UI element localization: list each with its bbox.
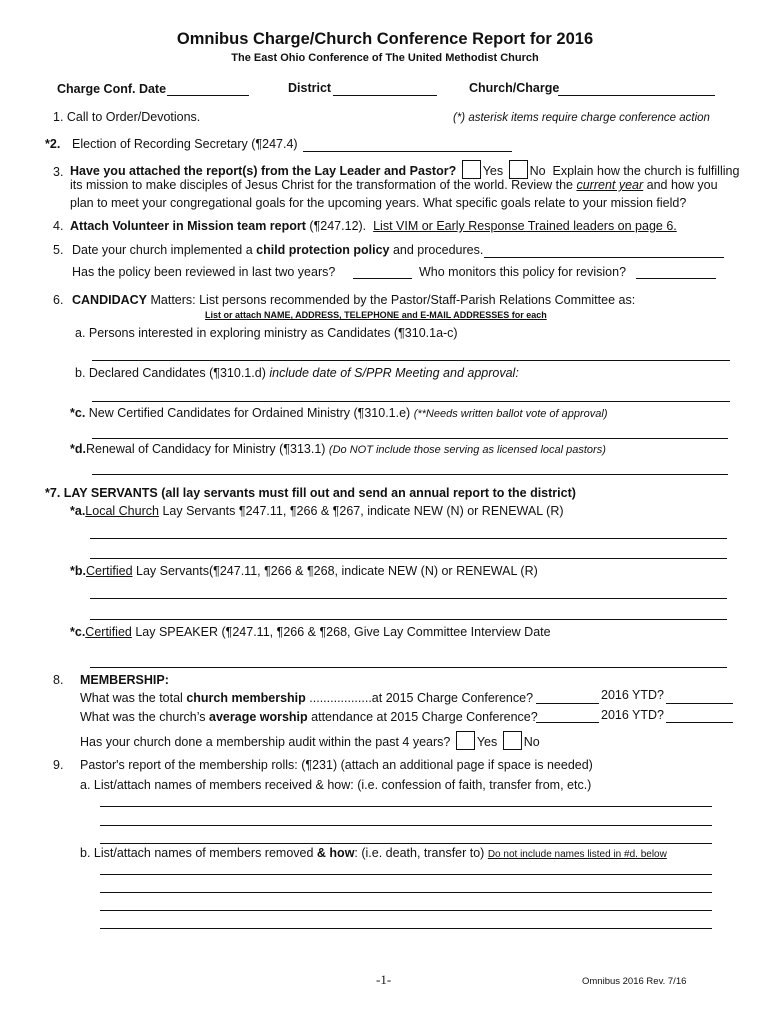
ytd-label-2: 2016 YTD? <box>601 708 665 722</box>
yes-checkbox[interactable] <box>462 160 481 179</box>
item-7b-underline: Certified <box>85 564 133 578</box>
item-7c-text: Lay SPEAKER (¶247.11, ¶266 & ¶268, Give Lay Committee Interview Date <box>135 625 551 639</box>
district-label: District <box>288 81 332 95</box>
policy-reviewed-label: Has the policy been reviewed in last two years? <box>72 265 336 279</box>
candidacy-text: Matters: List persons recommended by the Pastor/Staff-Parish Relations Committee as: <box>150 293 636 307</box>
district-field[interactable] <box>333 95 437 96</box>
item-7a-marker: *a. <box>70 504 86 518</box>
no-checkbox[interactable] <box>509 160 528 179</box>
item-3-line2-text: its mission to make disciples of Jesus Christ for the transformation of the world. Review the <box>70 178 573 192</box>
item-6c-italic: (**Needs written ballot vote of approval) <box>413 408 608 420</box>
item-9b-field-4[interactable] <box>100 928 712 929</box>
item-5-bold: child protection policy <box>256 243 390 257</box>
item-9b-field-1[interactable] <box>100 874 712 875</box>
item-5-line <box>72 243 483 257</box>
item-9b-b: : (i.e. death, transfer to) <box>354 846 485 860</box>
page-number: -1- <box>376 972 392 987</box>
item-3-line2 <box>70 178 718 192</box>
worship-ytd-field[interactable] <box>666 722 733 723</box>
item-3-line1 <box>70 160 739 179</box>
item-8b-bold: average worship <box>209 710 308 724</box>
item-7a-underline: Local Church <box>85 504 159 518</box>
item-5-number: 5. <box>53 243 64 257</box>
yes-label: Yes <box>482 164 504 178</box>
item-7b-line <box>70 564 538 578</box>
charge-conf-date-field[interactable] <box>167 95 249 96</box>
item-2-text: Election of Recording Secretary (¶247.4) <box>72 137 298 151</box>
item-6b-italic: include date of S/PPR Meeting and approval: <box>269 366 519 380</box>
asterisk-note: (*) asterisk items require charge conference action <box>453 112 710 124</box>
item-6c-text: New Certified Candidates for Ordained Ministry (¶310.1.e) <box>88 406 411 420</box>
lay-servants-heading: *7. LAY SERVANTS (all lay servants must fill out and send an annual report to the district) <box>45 486 576 500</box>
vim-leaders-link: List VIM or Early Response Trained leaders on page 6. <box>373 219 677 233</box>
item-7c-line <box>70 625 551 639</box>
item-8c-line <box>80 731 540 750</box>
item-6-number: 6. <box>53 293 64 307</box>
item-6b-text: b. Declared Candidates (¶310.1.d) <box>75 366 266 380</box>
item-7a-line <box>70 504 564 518</box>
ytd-label-1: 2016 YTD? <box>601 688 665 702</box>
item-6c-line <box>70 406 608 420</box>
item-8a-b: ..................at 2015 Charge Conference? <box>309 691 534 705</box>
item-9-number: 9. <box>53 758 64 772</box>
church-charge-field[interactable] <box>558 95 715 96</box>
item-5-b: and procedures. <box>392 243 484 257</box>
item-1: 1. Call to Order/Devotions. <box>53 110 201 124</box>
item-6-line <box>72 293 635 307</box>
item-7b-text: Lay Servants(¶247.11, ¶266 & ¶268, indicate NEW (N) or RENEWAL (R) <box>136 564 538 578</box>
item-4-bold: Attach Volunteer in Mission team report <box>70 219 306 233</box>
item-6b-field[interactable] <box>92 401 730 402</box>
recording-secretary-field[interactable] <box>303 151 512 152</box>
candidacy-heading: CANDIDACY <box>72 293 147 307</box>
item-7b-marker: *b. <box>70 564 86 578</box>
worship-2015-field[interactable] <box>536 722 599 723</box>
item-8b-line <box>80 710 538 724</box>
item-7b-field-2[interactable] <box>90 619 727 620</box>
item-3-number: 3. <box>53 165 64 179</box>
revision-note: Omnibus 2016 Rev. 7/16 <box>582 976 687 987</box>
membership-2015-field[interactable] <box>536 703 599 704</box>
item-6d-marker: *d. <box>70 442 86 456</box>
audit-no-checkbox[interactable] <box>503 731 522 750</box>
item-6d-italic: (Do NOT include those serving as licensed local pastors) <box>328 444 606 456</box>
item-9b-line <box>80 846 667 860</box>
item-8b-a: What was the church’s <box>80 710 206 724</box>
item-3-line3: plan to meet your congregational goals for the upcoming years. What specific goals relate to your mission field? <box>70 196 687 210</box>
item-6d-field[interactable] <box>92 474 728 475</box>
item-9b-bold: & how <box>316 846 355 860</box>
item-6d-text: Renewal of Candidacy for Ministry (¶313.1) <box>85 442 326 456</box>
audit-yes-label: Yes <box>476 735 498 749</box>
charge-conf-date-label: Charge Conf. Date <box>57 82 167 96</box>
item-6a-field[interactable] <box>92 360 730 361</box>
item-7a-field-2[interactable] <box>90 558 727 559</box>
item-8c-text: Has your church done a membership audit within the past 4 years? <box>80 735 451 749</box>
item-3-explain: Explain how the church is fulfilling <box>552 164 740 178</box>
item-5-a: Date your church implemented a <box>72 243 253 257</box>
item-9b-note: Do not include names listed in #d. below <box>487 849 667 860</box>
item-2-number: *2. <box>45 137 61 151</box>
no-label: No <box>529 164 546 178</box>
item-7c-field[interactable] <box>90 667 727 668</box>
item-6c-marker: *c. <box>70 406 86 420</box>
page-subtitle: The East Ohio Conference of The United Methodist Church <box>231 52 539 64</box>
item-9a-field-1[interactable] <box>100 806 712 807</box>
item-7a-text: Lay Servants ¶247.11, ¶266 & ¶267, indicate NEW (N) or RENEWAL (R) <box>162 504 564 518</box>
policy-monitor-label: Who monitors this policy for revision? <box>419 265 627 279</box>
item-8a-bold: church membership <box>186 691 306 705</box>
item-7c-marker: *c. <box>70 625 86 639</box>
item-8a-a: What was the total <box>80 691 183 705</box>
item-4-ref: (¶247.12). <box>309 219 367 233</box>
item-8a-line <box>80 691 533 705</box>
membership-heading: MEMBERSHIP: <box>80 673 169 687</box>
candidacy-note: List or attach NAME, ADDRESS, TELEPHONE and E-MAIL ADDRESSES for each <box>205 310 547 320</box>
item-9b-field-3[interactable] <box>100 910 712 911</box>
audit-yes-checkbox[interactable] <box>456 731 475 750</box>
item-8-number: 8. <box>53 673 64 687</box>
item-6d-line <box>70 442 606 456</box>
item-3-question: Have you attached the report(s) from the Lay Leader and Pastor? <box>70 164 457 178</box>
item-6c-field[interactable] <box>92 438 728 439</box>
membership-ytd-field[interactable] <box>666 703 733 704</box>
item-9a-field-3[interactable] <box>100 843 712 844</box>
item-8b-b: attendance at 2015 Charge Conference? <box>311 710 538 724</box>
policy-monitor-field[interactable] <box>636 278 716 279</box>
item-9a: a. List/attach names of members received & how: (i.e. confession of faith, transfer from, etc.) <box>80 778 592 792</box>
policy-date-field[interactable] <box>484 257 724 258</box>
item-4-number: 4. <box>53 219 64 233</box>
item-7a-field-1[interactable] <box>90 538 727 539</box>
item-9b-field-2[interactable] <box>100 892 712 893</box>
item-9-text: Pastor's report of the membership rolls: (¶231) (attach an additional page if space is needed) <box>80 758 593 772</box>
policy-reviewed-field[interactable] <box>353 278 412 279</box>
item-9a-field-2[interactable] <box>100 825 712 826</box>
page-title: Omnibus Charge/Church Conference Report for 2016 <box>176 30 594 48</box>
item-7c-underline: Certified <box>85 625 132 639</box>
item-4-line <box>70 219 677 233</box>
item-9b-a: b. List/attach names of members removed <box>80 846 314 860</box>
current-year-text: current year <box>576 178 644 192</box>
item-6b-line <box>75 366 519 380</box>
item-6a: a. Persons interested in exploring ministry as Candidates (¶310.1a-c) <box>75 326 458 340</box>
audit-no-label: No <box>523 735 540 749</box>
item-3-line2-end: and how you <box>646 178 718 192</box>
church-charge-label: Church/Charge <box>469 81 560 95</box>
item-7b-field-1[interactable] <box>90 598 727 599</box>
